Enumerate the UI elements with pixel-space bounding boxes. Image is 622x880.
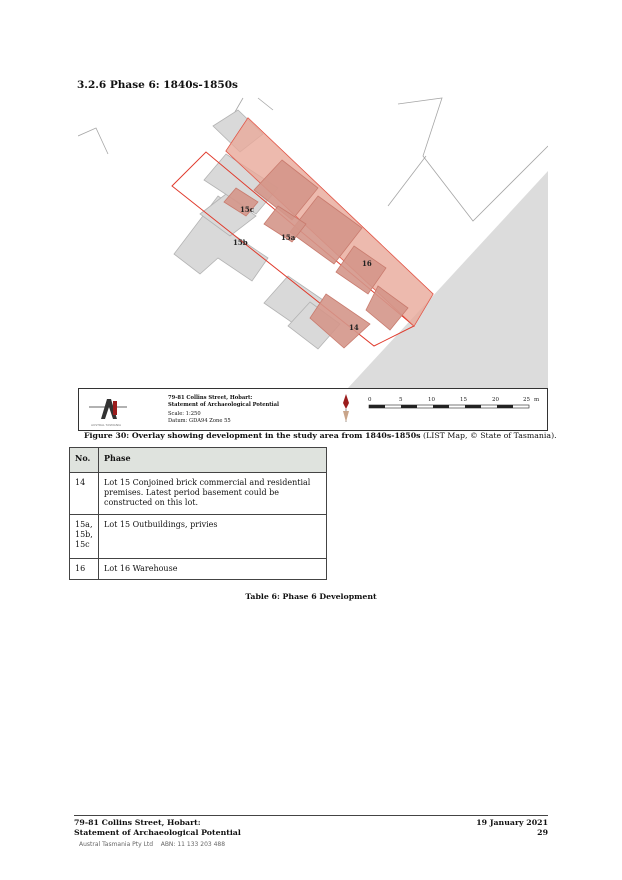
label-16: 16 <box>362 259 372 268</box>
table-caption: Table 6: Phase 6 Development <box>245 592 377 601</box>
label-15b: 15b <box>233 238 248 247</box>
map-title-block <box>78 388 548 431</box>
footer-date-page <box>476 818 548 838</box>
scale-datum: Scale: 1:250 Datum: GDA94 Zone 55 <box>168 411 231 424</box>
cell-phase: Lot 15 Conjoined brick commercial and residential premises. Latest period basement could be constructed on this lot. <box>99 473 327 515</box>
north-arrow-icon <box>343 394 349 422</box>
cell-phase: Lot 15 Outbuildings, privies <box>99 515 327 559</box>
table-header-row <box>70 448 327 473</box>
footer-company: Austral Tasmania Pty Ltd ABN: 11 133 203 488 <box>79 841 226 848</box>
tick-0: 0 <box>368 397 372 403</box>
tick-15: 15 <box>460 397 467 403</box>
site-title: 79-81 Collins Street, Hobart: Statement of Archaeological Potential <box>168 395 279 408</box>
label-15a: 15a <box>281 233 296 242</box>
cell-no: 14 <box>70 473 99 515</box>
section-heading: 3.2.6 Phase 6: 1840s-1850s <box>77 79 238 91</box>
label-14: 14 <box>349 323 359 332</box>
cell-no: 15a, 15b, 15c <box>70 515 99 559</box>
footer-rule <box>74 815 548 816</box>
overlay-map <box>78 96 548 388</box>
tick-10: 10 <box>428 397 435 403</box>
cell-no: 16 <box>70 559 99 580</box>
cell-phase: Lot 16 Warehouse <box>99 559 327 580</box>
tick-25: 25 <box>523 397 530 403</box>
header-phase: Phase <box>99 448 327 473</box>
header-no: No. <box>70 448 99 473</box>
tick-5: 5 <box>399 397 403 403</box>
footer-title: 79-81 Collins Street, Hobart: Statement of Archaeological Potential <box>74 818 241 837</box>
footer-date: 19 January 2021 <box>476 818 548 827</box>
table-row <box>70 559 327 580</box>
scale-bar <box>79 389 549 432</box>
scale-unit: m <box>534 397 540 403</box>
svg-text:AUSTRAL TASMANIA: AUSTRAL TASMANIA <box>91 423 122 427</box>
label-15c: 15c <box>240 205 255 214</box>
tick-20: 20 <box>492 397 499 403</box>
table-row <box>70 473 327 515</box>
phase-table <box>69 447 327 580</box>
table-row <box>70 515 327 559</box>
page-number: 29 <box>537 828 548 837</box>
figure-caption: Figure 30: Overlay showing development in the study area from 1840s-1850s (LIST Map, © State of Tasmania). <box>84 431 557 440</box>
